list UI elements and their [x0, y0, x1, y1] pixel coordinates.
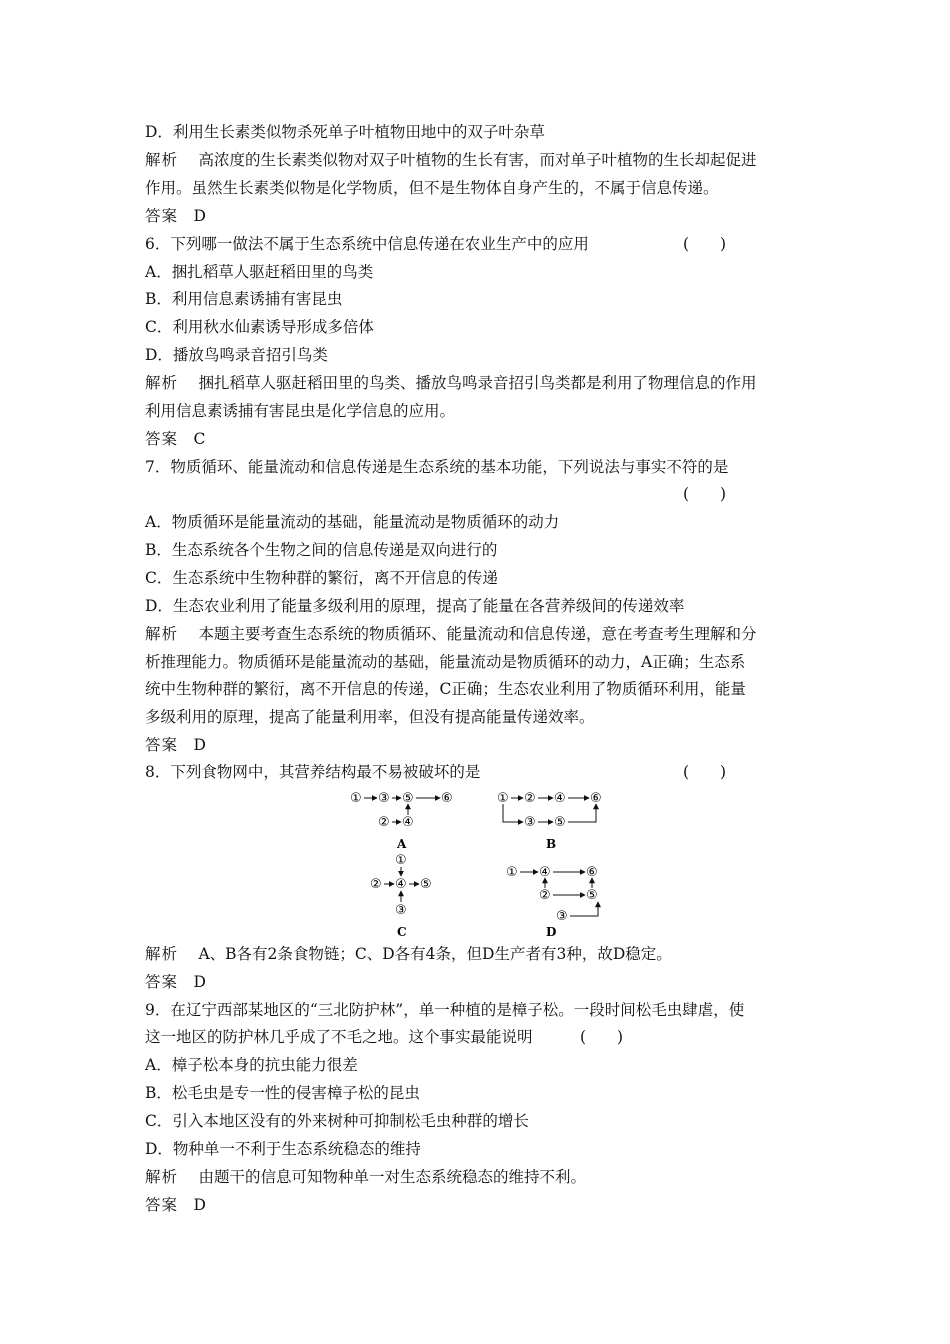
- web-caption-c: C: [397, 925, 407, 939]
- answer-label: 答案: [145, 973, 179, 991]
- node: ⑤: [586, 888, 598, 903]
- q6-analysis-line-1: [145, 373, 756, 393]
- q9-answer: [145, 1195, 206, 1215]
- q7-paren: ( ): [683, 485, 727, 503]
- node: ⑥: [590, 791, 602, 806]
- q8-stem: 8．下列食物网中，其营养结构最不易被破坏的是: [145, 763, 481, 781]
- q9-option-c: C．引入本地区没有的外来树种可抑制松毛虫种群的增长: [145, 1112, 529, 1130]
- node: ②: [524, 791, 536, 806]
- analysis-text: 高浓度的生长素类似物对双子叶植物的生长有害，而对单子叶植物的生长却起促进: [198, 151, 757, 169]
- node: ④: [554, 791, 566, 806]
- q7-analysis-line-2: 析推理能力。物质循环是能量流动的基础，能量流动是物质循环的动力，A正确；生态系: [145, 653, 746, 671]
- node: ①: [497, 791, 509, 806]
- q6-stem: 6．下列哪一做法不属于生态系统中信息传递在农业生产中的应用: [145, 235, 589, 253]
- q9-option-d: D．物种单一不利于生态系统稳态的维持: [145, 1140, 421, 1158]
- analysis-label: 解析: [145, 151, 179, 169]
- q6-analysis-line-2: 利用信息素诱捕有害昆虫是化学信息的应用。: [145, 402, 456, 420]
- web-caption-a: A: [397, 837, 407, 851]
- analysis-label: 解析: [145, 625, 179, 643]
- answer-value: D: [193, 736, 206, 754]
- node: ①: [350, 791, 362, 806]
- analysis-text: 由题干的信息可知物种单一对生态系统稳态的维持不利。: [198, 1168, 586, 1186]
- q7-stem: 7．物质循环、能量流动和信息传递是生态系统的基本功能，下列说法与事实不符的是: [145, 458, 729, 476]
- q8-analysis: [145, 944, 672, 964]
- q6-answer: [145, 429, 205, 449]
- node: ⑤: [420, 877, 432, 892]
- q9-stem-line-2: 这一地区的防护林几乎成了不毛之地。这个事实最能说明: [145, 1028, 533, 1046]
- node: ③: [378, 791, 390, 806]
- q5-analysis-line-1: [145, 150, 756, 170]
- q6-option-a: A．捆扎稻草人驱赶稻田里的鸟类: [145, 263, 374, 281]
- answer-value: D: [193, 207, 206, 225]
- node: ⑤: [554, 815, 566, 830]
- node: ②: [378, 815, 390, 830]
- q7-analysis-line-4: 多级利用的原理，提高了能量利用率，但没有提高能量传递效率。: [145, 708, 595, 726]
- edge-arrow: [503, 804, 523, 822]
- q7-option-a: A．物质循环是能量流动的基础，能量流动是物质循环的动力: [145, 513, 560, 531]
- q6-paren: ( ): [683, 235, 727, 253]
- food-web-a: [350, 791, 453, 851]
- edge-arrow: [568, 804, 596, 822]
- answer-label: 答案: [145, 430, 179, 448]
- answer-label: 答案: [145, 736, 179, 754]
- food-web-d: [506, 865, 598, 939]
- q8-paren: ( ): [683, 763, 727, 781]
- web-caption-d: D: [546, 925, 557, 939]
- node: ①: [395, 853, 407, 868]
- q8-answer: [145, 972, 206, 992]
- analysis-label: 解析: [145, 945, 179, 963]
- q7-option-d: D．生态农业利用了能量多级利用的原理，提高了能量在各营养级间的传递效率: [145, 597, 685, 615]
- node: ②: [539, 888, 551, 903]
- node: ⑥: [441, 791, 453, 806]
- node: ③: [556, 909, 568, 924]
- node: ⑤: [402, 791, 414, 806]
- answer-label: 答案: [145, 1196, 179, 1214]
- q9-option-a: A．樟子松本身的抗虫能力很差: [145, 1056, 358, 1074]
- q7-analysis-line-1: [145, 624, 756, 644]
- q9-analysis: [145, 1167, 586, 1187]
- food-web-diagram: [340, 782, 640, 942]
- q6-option-d: D．播放鸟鸣录音招引鸟类: [145, 346, 328, 364]
- q7-analysis-line-3: 统中生物种群的繁衍，离不开信息的传递，C正确；生态农业利用了物质循环利用，能量: [145, 680, 746, 698]
- q9-paren: ( ): [580, 1028, 624, 1046]
- q5-option-d: D．利用生长素类似物杀死单子叶植物田地中的双子叶杂草: [145, 123, 545, 141]
- node: ④: [539, 865, 551, 880]
- answer-value: C: [193, 430, 206, 448]
- node: ③: [395, 903, 407, 918]
- q5-answer: [145, 206, 206, 226]
- answer-value: D: [193, 973, 206, 991]
- q9-option-b: B．松毛虫是专一性的侵害樟子松的昆虫: [145, 1084, 420, 1102]
- food-web-b: [497, 791, 602, 851]
- answer-value: D: [193, 1196, 206, 1214]
- edge-arrow: [570, 902, 598, 916]
- node: ②: [370, 877, 382, 892]
- analysis-text: 本题主要考查生态系统的物质循环、能量流动和信息传递，意在考查考生理解和分: [198, 625, 757, 643]
- q5-analysis-line-2: 作用。虽然生长素类似物是化学物质，但不是生物体自身产生的，不属于信息传递。: [145, 179, 719, 197]
- node: ④: [395, 877, 407, 892]
- analysis-text: A、B各有2条食物链；C、D各有4条，但D生产者有3种，故D稳定。: [198, 945, 672, 963]
- q7-option-c: C．生态系统中生物种群的繁衍，离不开信息的传递: [145, 569, 498, 587]
- food-web-c: [370, 853, 432, 939]
- q6-option-b: B．利用信息素诱捕有害昆虫: [145, 290, 343, 308]
- node: ①: [506, 865, 518, 880]
- analysis-label: 解析: [145, 1168, 179, 1186]
- node: ⑥: [586, 865, 598, 880]
- web-caption-b: B: [546, 837, 557, 851]
- analysis-text: 捆扎稻草人驱赶稻田里的鸟类、播放鸟鸣录音招引鸟类都是利用了物理信息的作用: [198, 374, 757, 392]
- node: ③: [524, 815, 536, 830]
- q7-answer: [145, 735, 206, 755]
- node: ④: [402, 815, 414, 830]
- q6-option-c: C．利用秋水仙素诱导形成多倍体: [145, 318, 374, 336]
- q7-option-b: B．生态系统各个生物之间的信息传递是双向进行的: [145, 541, 498, 559]
- q9-stem-line-1: 9．在辽宁西部某地区的“三北防护林”，单一种植的是樟子松。一段时间松毛虫肆虐，使: [145, 1001, 745, 1019]
- analysis-label: 解析: [145, 374, 179, 392]
- food-web-figure: [340, 782, 640, 942]
- answer-label: 答案: [145, 207, 179, 225]
